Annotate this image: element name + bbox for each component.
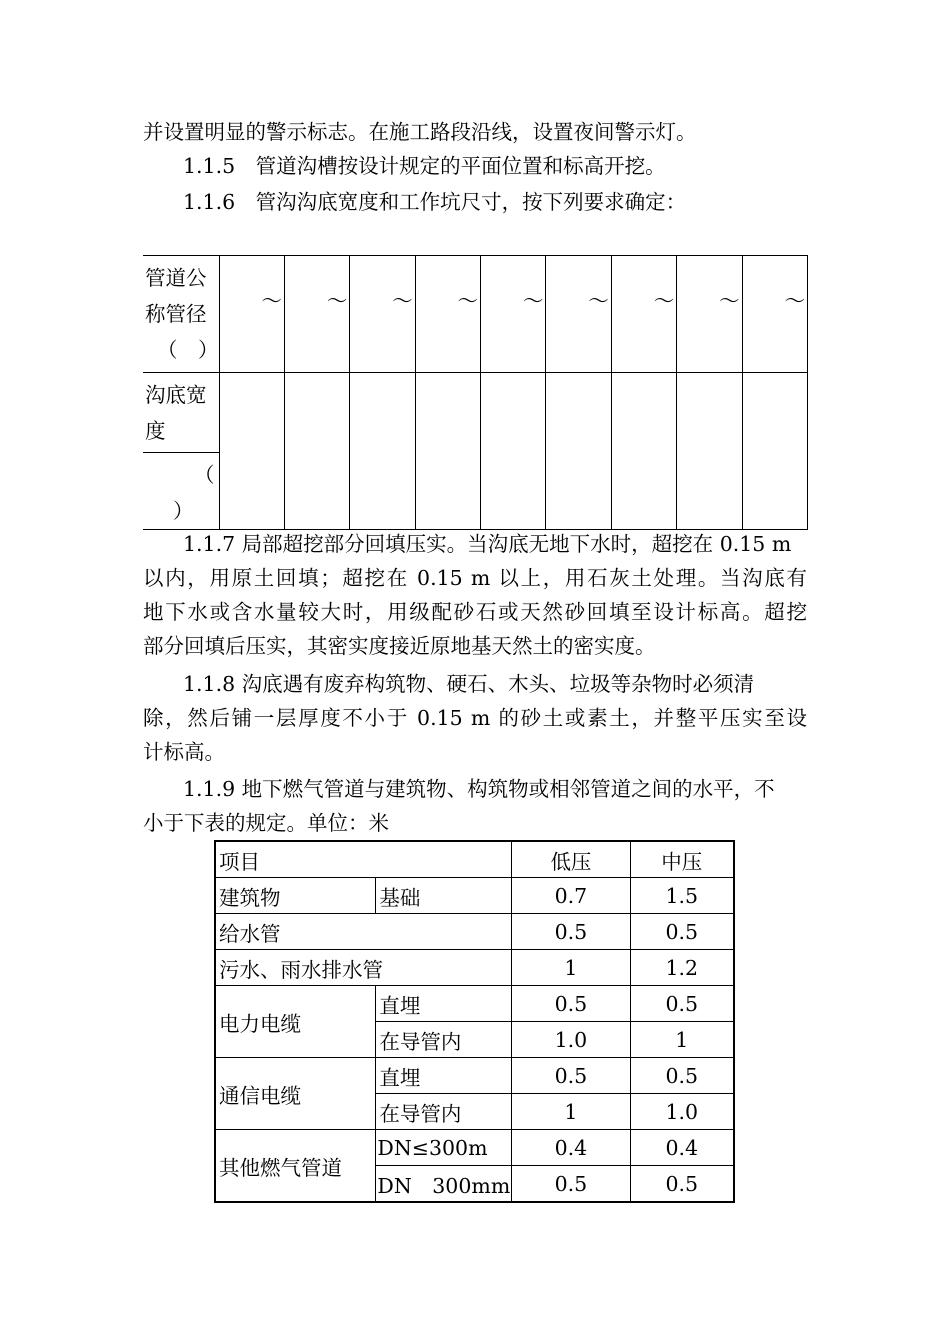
diameter-range-cell: ～ [611, 256, 676, 373]
table-row [216, 1130, 734, 1166]
width-cell [611, 373, 676, 530]
diameter-range-cell: ～ [481, 256, 546, 373]
width-cell [284, 373, 349, 530]
width-cell [481, 373, 546, 530]
width-cell [742, 373, 808, 530]
table-row [216, 914, 734, 950]
diameter-range-cell: ～ [742, 256, 808, 373]
diameter-range-cell: ～ [415, 256, 480, 373]
width-cell [546, 373, 611, 530]
category-cell: 给水管 [216, 914, 512, 950]
table-header-row [216, 842, 734, 878]
mid-pressure-value: 1 [630, 1022, 733, 1058]
category-cell: 通信电缆 [216, 1058, 376, 1130]
mid-pressure-value: 0.5 [630, 914, 733, 950]
low-pressure-value: 1 [512, 1094, 630, 1130]
subcategory-cell: 直埋 [376, 1058, 512, 1094]
subcategory-cell: 在导管内 [376, 1094, 512, 1130]
diameter-range-cell: ～ [284, 256, 349, 373]
category-cell: 污水、雨水排水管 [216, 950, 512, 986]
mid-pressure-value: 1.0 [630, 1094, 733, 1130]
diameter-range-cell: ～ [219, 256, 284, 373]
diameter-range-cell: ～ [546, 256, 611, 373]
category-cell: 电力电缆 [216, 986, 376, 1058]
header-mid-pressure: 中压 [630, 842, 733, 878]
subcategory-cell: 直埋 [376, 986, 512, 1022]
clause-1-1-5: 1.1.5 管道沟槽按设计规定的平面位置和标高开挖。 [183, 154, 666, 178]
low-pressure-value: 1 [512, 950, 630, 986]
subcategory-cell: DN 300mm [376, 1166, 512, 1202]
width-cell [677, 373, 742, 530]
diameter-range-cell: ～ [350, 256, 415, 373]
paragraph-continuation: 并设置明显的警示标志。在施工路段沿线，设置夜间警示灯。 [143, 120, 697, 144]
header-low-pressure: 低压 [512, 842, 630, 878]
width-cell [415, 373, 480, 530]
low-pressure-value: 0.5 [512, 986, 630, 1022]
table-row [216, 950, 734, 986]
category-cell: 其他燃气管道 [216, 1130, 376, 1202]
trench-width-table [143, 255, 808, 530]
mid-pressure-value: 0.5 [630, 1058, 733, 1094]
trench-width-unit: （ ） [143, 453, 219, 530]
header-item: 项目 [216, 842, 512, 878]
mid-pressure-value: 1.2 [630, 950, 733, 986]
low-pressure-value: 0.4 [512, 1130, 630, 1166]
mid-pressure-value: 0.5 [630, 1166, 733, 1202]
diameter-range-cell: ～ [677, 256, 742, 373]
table-row [216, 1058, 734, 1094]
subcategory-cell: 基础 [376, 878, 512, 914]
table-row [216, 878, 734, 914]
category-cell: 建筑物 [216, 878, 376, 914]
low-pressure-value: 1.0 [512, 1022, 630, 1058]
mid-pressure-value: 1.5 [630, 878, 733, 914]
low-pressure-value: 0.7 [512, 878, 630, 914]
low-pressure-value: 0.5 [512, 1058, 630, 1094]
low-pressure-value: 0.5 [512, 1166, 630, 1202]
low-pressure-value: 0.5 [512, 914, 630, 950]
subcategory-cell: DN≤300m [376, 1130, 512, 1166]
table-row [216, 986, 734, 1022]
subcategory-cell: 在导管内 [376, 1022, 512, 1058]
width-cell [350, 373, 415, 530]
width-cell [219, 373, 284, 530]
horizontal-distance-table [215, 841, 734, 1202]
clause-1-1-6: 1.1.6 管沟沟底宽度和工作坑尺寸，按下列要求确定： [183, 190, 687, 214]
mid-pressure-value: 0.5 [630, 986, 733, 1022]
trench-width-header: 沟底宽 度 [143, 373, 219, 453]
mid-pressure-value: 0.4 [630, 1130, 733, 1166]
pipe-diameter-header: 管道公 称管径 （ ） [143, 256, 219, 373]
